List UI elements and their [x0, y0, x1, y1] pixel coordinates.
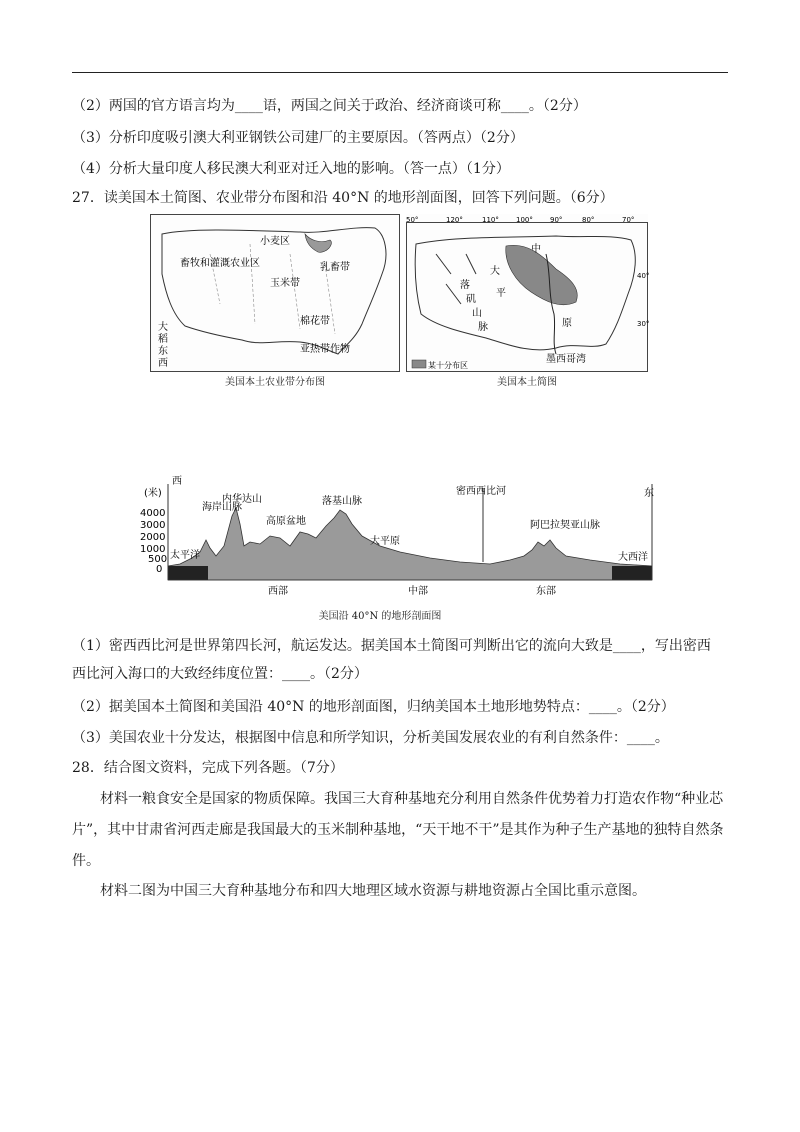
region-east: 东部	[536, 586, 556, 597]
terrain-profile	[140, 476, 660, 616]
agri-legend-3: 东	[158, 346, 168, 357]
question-27-1a: （1）密西西比河是世界第四长河，航运发达。据美国本土简图可判断出它的流向大致是____，写出密西	[72, 638, 711, 654]
question-27-3: （3）美国农业十分发达，根据图中信息和所学知识，分析美国发展农业的有利自然条件：____。	[72, 730, 669, 746]
label-sierra: 内华达山	[222, 494, 262, 505]
agri-legend-1: 大	[158, 322, 168, 333]
map-label-2: 大	[490, 266, 500, 277]
agri-label-4: 玉米带	[270, 278, 300, 289]
map-label-1: 中	[531, 244, 541, 255]
simple-map-caption: 美国本土简图	[497, 377, 557, 388]
label-coast: 海岸山脉	[202, 502, 242, 513]
lon-1: 50°	[406, 216, 419, 224]
map-legend: 某十分布区	[428, 361, 468, 370]
question-27-1b: 西比河入海口的大致经纬度位置：____。（2分）	[72, 666, 368, 682]
map-label-gulf: 墨西哥湾	[546, 354, 586, 365]
profile-east: 东	[644, 488, 654, 499]
profile-unit: (米)	[144, 488, 162, 499]
question-27: 27．读美国本土简图、农业带分布图和沿 40°N 的地形剖面图，回答下列问题。（6分）	[72, 190, 614, 206]
ytick-3: 2000	[140, 532, 166, 543]
agri-belt-map	[150, 214, 400, 372]
agri-map-caption: 美国本土农业带分布图	[225, 377, 325, 388]
lon-5: 90°	[550, 216, 563, 224]
agri-label-1: 畜牧和灌溉农业区	[180, 258, 260, 269]
agri-legend-2: 稻	[158, 334, 168, 345]
map-label-6: 矶	[466, 294, 476, 305]
label-rocky: 落基山脉	[322, 496, 362, 507]
lon-2: 120°	[446, 216, 463, 224]
agri-label-2: 小麦区	[260, 236, 290, 247]
label-appal: 阿巴拉契亚山脉	[530, 520, 600, 531]
lat-1: 40°	[637, 272, 650, 280]
ytick-6: 0	[156, 564, 163, 575]
ytick-2: 3000	[140, 520, 166, 531]
label-plains: 大平原	[370, 536, 400, 547]
region-west: 西部	[268, 586, 288, 597]
agri-label-3: 乳畜带	[320, 262, 350, 273]
question-26-3: （3）分析印度吸引澳大利亚钢铁公司建厂的主要原因。（答两点）（2分）	[72, 130, 524, 146]
map-label-3: 平	[496, 288, 506, 299]
label-pacific: 太平洋	[170, 550, 200, 561]
header-rule	[72, 72, 728, 73]
question-26-4: （4）分析大量印度人移民澳大利亚对迁入地的影响。（答一点）（1分）	[72, 161, 510, 177]
profile-caption: 美国沿 40°N 的地形剖面图	[318, 611, 442, 622]
lon-7: 70°	[622, 216, 635, 224]
map-label-5: 落	[460, 280, 470, 291]
profile-west: 西	[172, 476, 182, 487]
material-1: 材料一粮食安全是国家的物质保障。我国三大育种基地充分利用自然条件优势着力打造农作物“种业芯片”，其中甘肃省河西走廊是我国最大的玉米制种基地，“天干地不干”是其作为种子生产基地的独特自然条件。	[72, 791, 724, 869]
simple-us-map	[406, 214, 648, 372]
agri-legend-4: 西	[158, 358, 168, 369]
label-atlantic: 大西洋	[618, 552, 648, 563]
agri-label-5: 棉花带	[300, 316, 330, 327]
map-label-7: 山	[472, 308, 482, 319]
ytick-1: 4000	[140, 508, 166, 519]
question-27-2: （2）据美国本土简图和美国沿 40°N 的地形剖面图，归纳美国本土地形地势特点：____。（2分）	[72, 699, 675, 715]
label-miss: 密西西比河	[456, 486, 506, 497]
map-label-4: 原	[562, 318, 572, 329]
lon-3: 110°	[482, 216, 499, 224]
ytick-4: 1000	[140, 544, 166, 555]
question-26-2: （2）两国的官方语言均为____语，两国之间关于政治、经济商谈可称____。（2分）	[72, 98, 587, 114]
lon-6: 80°	[582, 216, 595, 224]
ytick-5: 500	[148, 554, 168, 565]
question-28: 28．结合图文资料，完成下列各题。（7分）	[72, 760, 344, 776]
region-central: 中部	[408, 586, 428, 597]
agri-label-6: 亚热带作物	[300, 344, 350, 355]
label-basin: 高原盆地	[266, 516, 306, 527]
lat-2: 30°	[637, 320, 650, 328]
lon-4: 100°	[516, 216, 533, 224]
map-label-8: 脉	[478, 322, 488, 333]
material-2: 材料二图为中国三大育种基地分布和四大地理区域水资源与耕地资源占全国比重示意图。	[100, 883, 646, 899]
